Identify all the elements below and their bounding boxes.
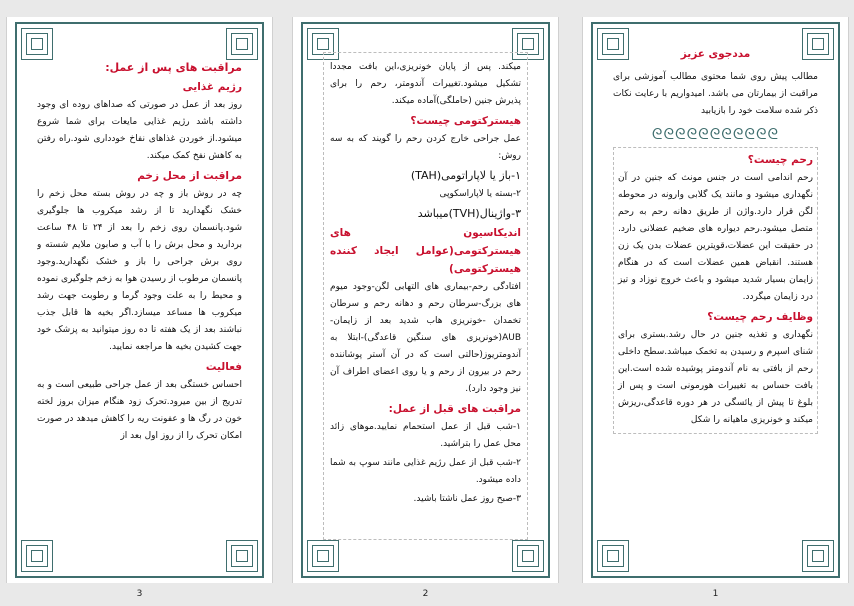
list-item-preop-2: ۲-شب قبل از عمل رژیم غذایی مانند سوپ به شما داده میشود. xyxy=(330,458,521,485)
page-number: 1 xyxy=(712,589,719,599)
page-content xyxy=(613,44,818,536)
heading-diet: رژیم غذایی xyxy=(182,81,242,93)
corner-ornament xyxy=(508,536,548,576)
heading-pre-op-care: مراقبت های قبل از عمل: xyxy=(388,403,521,415)
corner-ornament xyxy=(798,536,838,576)
page-title: مددجوی عزیز xyxy=(680,48,751,60)
page-frame xyxy=(15,22,264,578)
wave-ornament: ᘓᘓᘓᘓᘓᘓᘓᘓᘓᘓᘓ xyxy=(651,125,780,143)
page-number: 2 xyxy=(422,589,429,599)
content-box xyxy=(613,147,818,434)
paragraph-endometrium: میکند. پس از پایان خونریزی،این بافت مجددا تشکیل میشود.تغییرات آندومتر، رحم را برای پذیرش جنین (حاملگی)آماده میکند. xyxy=(330,62,521,106)
page-1 xyxy=(582,17,849,599)
paragraph-intro: مطالب پیش روی شما محتوی مطالب آموزشی برای مراقبت از بیمارتان می باشد. امیدواریم با رعایت نکات ذکر شده سلامت خود را بازیابید xyxy=(613,72,818,116)
heading-uterus-functions: وظایف رحم چیست؟ xyxy=(707,311,813,323)
paragraph-wound-care: چه در روش باز و چه در روش بسته محل زخم را خشک نگهدارید تا از رشد میکروب ها جلوگیری شود.پانسمان روی زخم را بعد از ۲۴ تا ۴۸ ساعت بردارید و محل برش را با آب و صابون ملایم شسته و روی برش جراحی را باز و خشک نگهدارید.وجود پانسمان مرطوب از رسیدن هوا به زخم جلوگیری نموده و محیط را به علت وجود گرما و رطوبت جهت رشد میکروب ها مساعد میسازد.اگر بخیه ها قابل جذب نباشند بعد از یک هفته تا ده روز میتوانید به پزشک خود جهت کشیدن بخیه ها مراجعه نمایید. xyxy=(37,189,242,352)
corner-ornament xyxy=(303,536,343,576)
corner-ornament xyxy=(222,536,262,576)
list-item-method-1: ۱-باز یا لاپاراتومی(TAH) xyxy=(410,169,521,182)
page-frame xyxy=(591,22,840,578)
paragraph-activity: احساس خستگی بعد از عمل جراحی طبیعی است و به تدریج از بین میرود.تحرک زود هنگام میزان بروز لخته خون در رگ ها و عفونت ریه را کاهش میدهد در صورت امکان تحرک را از روز اول بعد از xyxy=(37,380,242,441)
page-3 xyxy=(6,17,273,599)
paragraph-hysterectomy-def: عمل جراحی خارج کردن رحم را گویند که به سه روش: xyxy=(330,134,521,161)
heading-what-is-uterus: رحم چیست؟ xyxy=(747,154,813,166)
heading-wound-care: مراقبت از محل زخم xyxy=(137,170,242,182)
paragraph-diet: روز بعد از عمل در صورتی که صداهای روده ای وجود داشته باشد رژیم غذایی مایعات برای شما شروع میشود.از خوردن غذاهای نفاخ خودداری شود.راه رفتن به کاهش نفخ کمک میکند. xyxy=(37,100,242,161)
page-content xyxy=(323,52,528,540)
corner-ornament xyxy=(17,536,57,576)
heading-activity: فعالیت xyxy=(205,361,242,373)
list-item-preop-3: ۳-صبح روز عمل ناشتا باشید. xyxy=(413,494,521,504)
paragraph-uterus: رحم اندامی است در جنس مونث که جنین در آن نگهداری میشود و مانند یک گلابی وارونه در محوطه لگن قرار دارد.واژن از طریق دهانه رحم به رحم متصل میشود.رحم دیواره های ضخیم عضلانی دارد. در حقیقت این عضلات،قویترین عضلات بدن یک زن هستند. انقباض همین عضلات است که در هنگام زایمان بسیار شدید میشود و باعث خروج نوزاد و تیز درد زایمان میگردد. xyxy=(618,173,813,302)
corner-ornament xyxy=(593,536,633,576)
heading-indications: اندیکاسیون های هیسترکتومی(عوامل ایجاد کننده هیسترکتومی) xyxy=(330,227,521,275)
paragraph-indications: افتادگی رحم-بیماری های التهابی لگن-وجود میوم های بزرگ-سرطان رحم و دهانه رحم و سرطان تخمدان -خونریزی هاب شدید بعد از زایمان-AUB(خونریزی های سنگین قاعدگی)-ابتلا به آندومتریوز(حالتی است که در آن آستر پوشاننده رحم در بیرون از رحم و یا روی اعضای اطراف آن نیز وجود دارد). xyxy=(330,282,521,394)
page-number: 3 xyxy=(136,589,143,599)
page-2 xyxy=(292,17,559,599)
list-item-method-2: ۲-بسته یا لاپاراسکوپی xyxy=(439,189,521,199)
heading-post-op-care: مراقبت های پس از عمل: xyxy=(105,61,242,74)
page-content xyxy=(37,58,242,536)
list-item-preop-1: ۱-شب قبل از عمل استحمام نمایید.موهای زائد محل عمل را بتراشید. xyxy=(330,422,521,449)
heading-hysterectomy: هیسترکتومی چیست؟ xyxy=(410,115,521,127)
list-item-method-3: ۳-واژینال(TVH)میباشد xyxy=(417,207,521,220)
page-frame xyxy=(301,22,550,578)
paragraph-uterus-functions: نگهداری و تغذیه جنین در حال رشد.بستری برای شنای اسپرم و رسیدن به تخمک میباشد.سطح داخلی رحم از بافتی به نام آندومتر پوشیده شده است.این بافت حساس به تغییرات هورمونی است و پس از بلوغ تا پیش از یائسگی در هر دوره قاعدگی،ریزش میکند و خونریزی ماهیانه را شکل xyxy=(618,330,813,425)
